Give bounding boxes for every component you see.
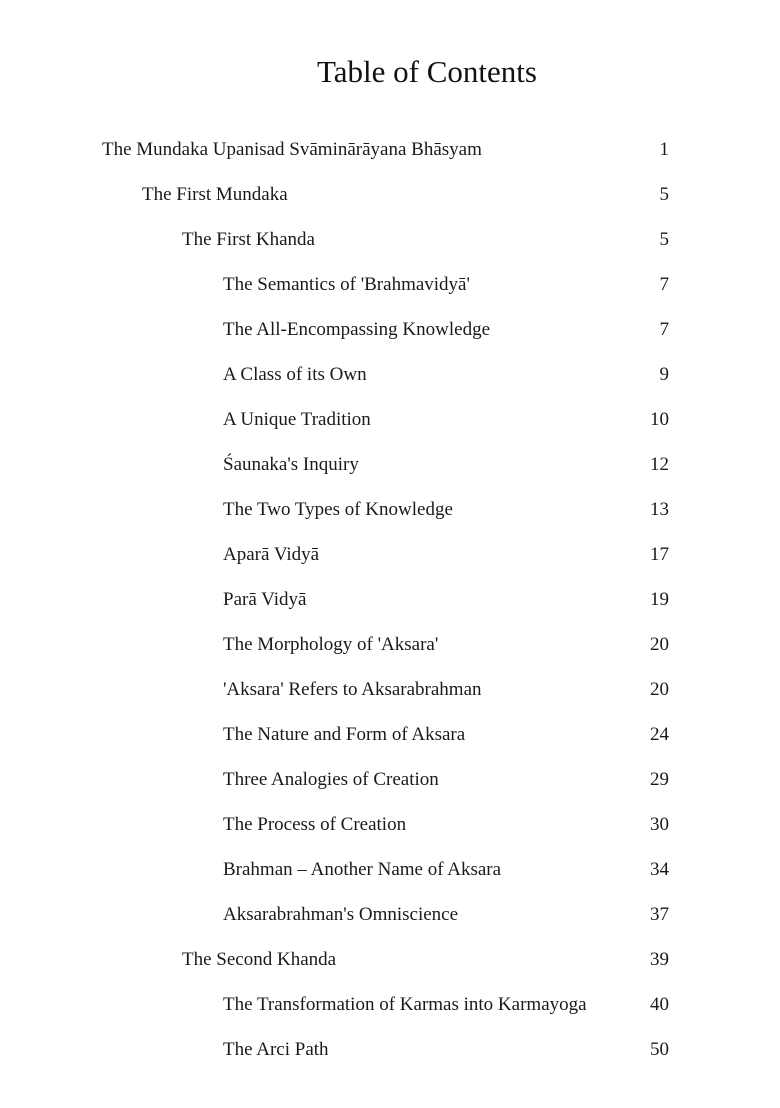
toc-entry-page-number: 17 <box>650 544 669 565</box>
toc-entry-page-number: 29 <box>650 769 669 790</box>
toc-entry-label: The Arci Path <box>223 1039 329 1060</box>
toc-entry-page-number: 40 <box>650 994 669 1015</box>
toc-entry[interactable] <box>0 217 780 262</box>
toc-entry-page-number: 20 <box>650 679 669 700</box>
toc-entry-page-number: 34 <box>650 859 669 880</box>
toc-entry[interactable] <box>0 1027 780 1072</box>
toc-entry-label: The Nature and Form of Aksara <box>223 724 466 745</box>
toc-entry[interactable] <box>0 667 780 712</box>
toc-entry[interactable] <box>0 532 780 577</box>
toc-entry-label: The Morphology of 'Aksara' <box>223 634 439 655</box>
toc-entry-page-number: 7 <box>659 319 669 340</box>
table-of-contents <box>0 127 780 1072</box>
toc-entry-label: A Unique Tradition <box>223 409 371 430</box>
toc-entry[interactable] <box>0 937 780 982</box>
toc-entry-page-number: 50 <box>650 1039 669 1060</box>
toc-entry-label: The Transformation of Karmas into Karmayoga <box>223 994 587 1015</box>
toc-entry[interactable] <box>0 172 780 217</box>
toc-entry-label: The First Khanda <box>182 229 315 250</box>
page-title: Table of Contents <box>317 54 537 89</box>
toc-entry-label: Brahman – Another Name of Aksara <box>223 859 502 880</box>
toc-entry[interactable] <box>0 802 780 847</box>
toc-entry-page-number: 19 <box>650 589 669 610</box>
toc-entry-label: Parā Vidyā <box>223 589 307 610</box>
toc-entry[interactable] <box>0 307 780 352</box>
toc-entry-page-number: 7 <box>659 274 669 295</box>
toc-entry-page-number: 30 <box>650 814 669 835</box>
toc-entry-label: The Mundaka Upanisad Svāminārāyana Bhāsyam <box>102 139 482 160</box>
toc-entry-page-number: 37 <box>650 904 669 925</box>
toc-entry-label: The Two Types of Knowledge <box>223 499 453 520</box>
toc-entry[interactable] <box>0 712 780 757</box>
toc-entry[interactable] <box>0 847 780 892</box>
toc-entry-page-number: 10 <box>650 409 669 430</box>
toc-entry-label: The Second Khanda <box>182 949 337 970</box>
toc-entry[interactable] <box>0 352 780 397</box>
toc-entry[interactable] <box>0 487 780 532</box>
toc-entry[interactable] <box>0 442 780 487</box>
toc-entry[interactable] <box>0 397 780 442</box>
toc-entry-label: A Class of its Own <box>223 364 367 385</box>
toc-entry-page-number: 13 <box>650 499 669 520</box>
toc-entry-label: 'Aksara' Refers to Aksarabrahman <box>223 679 482 700</box>
toc-entry-label: The Process of Creation <box>223 814 407 835</box>
toc-entry-label: Aksarabrahman's Omniscience <box>223 904 459 925</box>
toc-entry-page-number: 20 <box>650 634 669 655</box>
toc-entry-label: Aparā Vidyā <box>223 544 320 565</box>
toc-entry-page-number: 39 <box>650 949 669 970</box>
toc-entry[interactable] <box>0 127 780 172</box>
toc-entry-page-number: 12 <box>650 454 669 475</box>
toc-entry-label: The First Mundaka <box>142 184 288 205</box>
toc-entry[interactable] <box>0 982 780 1027</box>
toc-entry-label: Three Analogies of Creation <box>223 769 439 790</box>
toc-entry-label: Śaunaka's Inquiry <box>223 454 359 475</box>
toc-entry[interactable] <box>0 757 780 802</box>
toc-entry-label: The All-Encompassing Knowledge <box>223 319 491 340</box>
toc-entry-page-number: 24 <box>650 724 669 745</box>
toc-entry[interactable] <box>0 622 780 667</box>
toc-entry-label: The Semantics of 'Brahmavidyā' <box>223 274 470 295</box>
toc-entry-page-number: 1 <box>659 139 669 160</box>
toc-entry[interactable] <box>0 262 780 307</box>
toc-entry[interactable] <box>0 892 780 937</box>
toc-entry[interactable] <box>0 577 780 622</box>
toc-entry-page-number: 5 <box>659 184 669 205</box>
toc-entry-page-number: 9 <box>659 364 669 385</box>
toc-entry-page-number: 5 <box>659 229 669 250</box>
